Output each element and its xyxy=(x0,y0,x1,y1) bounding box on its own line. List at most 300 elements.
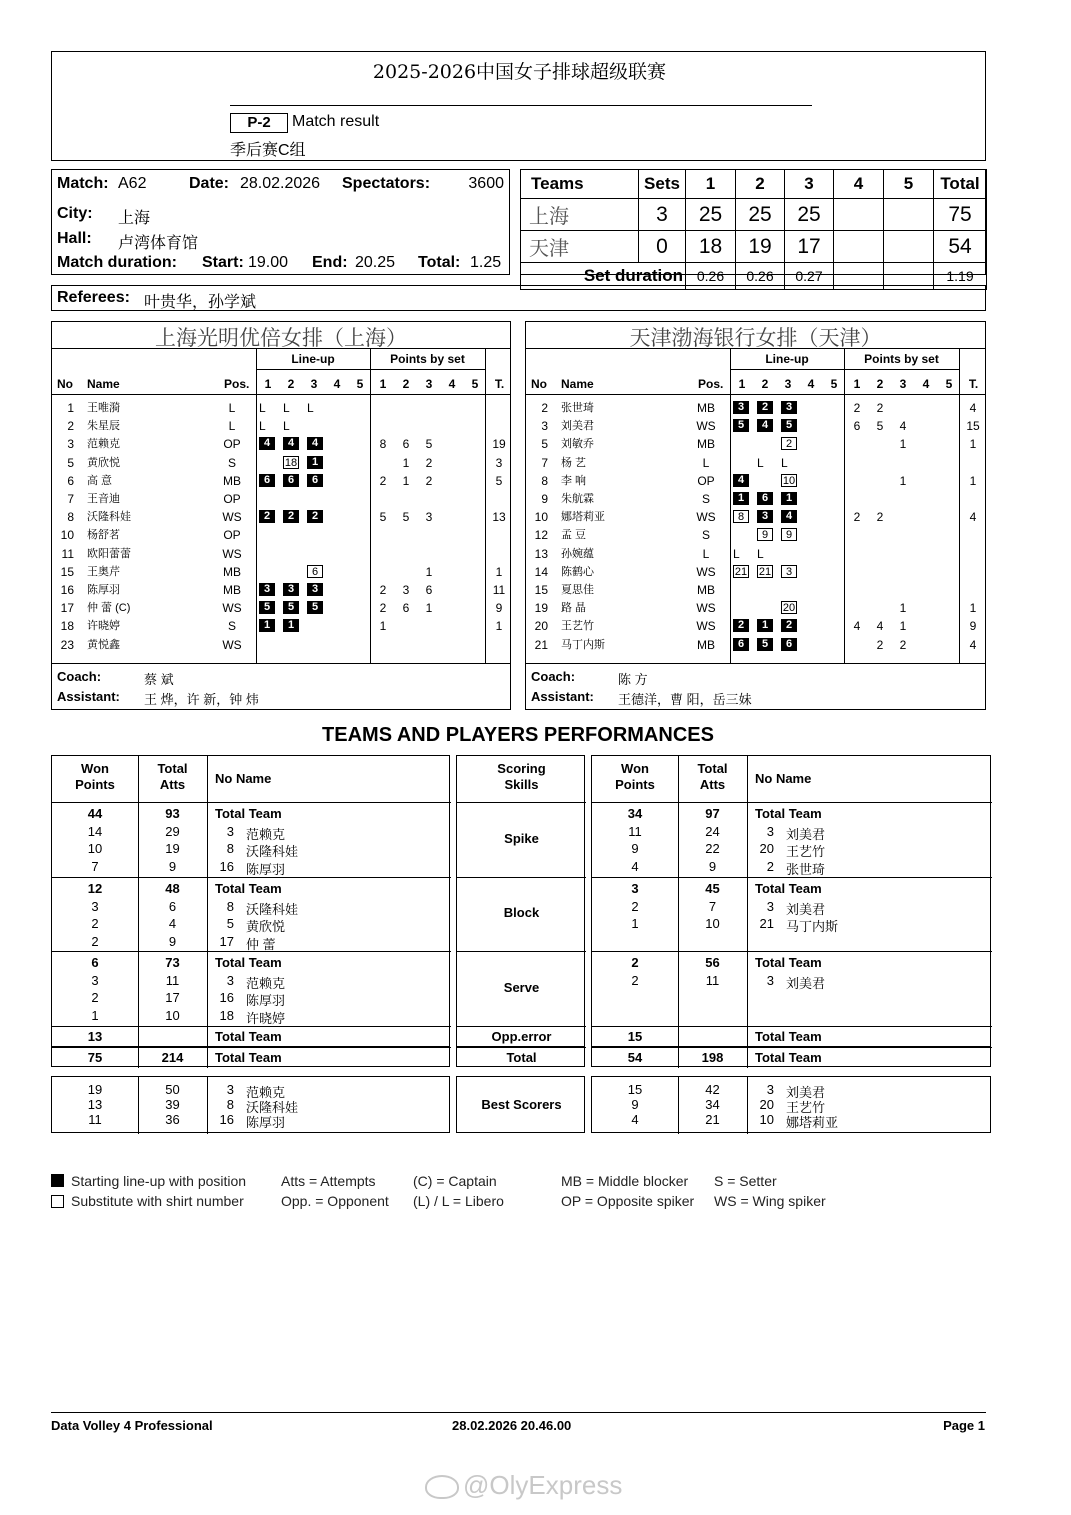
player-number: 8 xyxy=(226,898,234,914)
player-name: 孟 豆 xyxy=(561,529,587,542)
total-points: 75 xyxy=(87,1050,103,1065)
won-points: 2 xyxy=(91,933,99,949)
total-attempts: 10 xyxy=(705,916,720,931)
player-name: 沃隆科娃 xyxy=(87,511,131,524)
set-points: 5 xyxy=(402,510,410,525)
player-name: 沃隆科娃 xyxy=(246,1100,299,1115)
sets-header: Sets xyxy=(639,170,686,199)
setter-legend: S = Setter xyxy=(714,1173,777,1189)
player-number: 10 xyxy=(60,528,74,543)
lineup-start-position: 6 xyxy=(781,638,797,651)
lineup-substitute-number: 9 xyxy=(781,528,797,541)
lineup-substitute-number: 3 xyxy=(781,565,797,578)
referees-names: 叶贵华，孙学斌 xyxy=(144,294,257,311)
lineup-start-position: 3 xyxy=(259,583,275,596)
player-number: 3 xyxy=(226,823,234,839)
points-set-header: 3 xyxy=(899,377,907,391)
player-position: WS xyxy=(696,601,716,616)
player-name: 刘美君 xyxy=(786,1085,826,1100)
score-team-a-set1: 25 xyxy=(686,199,736,231)
total-atts-header: Total Atts xyxy=(697,761,728,792)
row-divider xyxy=(457,802,586,803)
player-name: 沃隆科娃 xyxy=(246,901,299,917)
won-points: 14 xyxy=(87,823,103,839)
player-name: 范赖克 xyxy=(246,826,286,842)
total-row-divider xyxy=(592,1046,990,1048)
footer-page: Page 1 xyxy=(943,1418,985,1433)
best-scorer-attempts: 50 xyxy=(165,1082,180,1097)
set-points: 2 xyxy=(876,637,884,652)
set2-duration: 0.26 xyxy=(736,263,785,290)
player-number: 2 xyxy=(766,858,774,874)
best-scorers-label-box xyxy=(456,1076,585,1133)
total-team-label: Total Team xyxy=(755,881,822,896)
won-points: 2 xyxy=(91,916,99,931)
player-name: 陈厚羽 xyxy=(87,584,120,596)
total-set-duration: 1.19 xyxy=(934,263,987,290)
player-number: 9 xyxy=(541,492,548,506)
player-total-points: 1 xyxy=(969,473,977,488)
player-name: 黄欣悦 xyxy=(246,919,286,934)
best-scorer-points: 4 xyxy=(631,1112,639,1127)
set-points: 2 xyxy=(899,637,907,652)
lineup-set-header: 4 xyxy=(807,377,815,391)
set-points: 6 xyxy=(402,437,410,452)
lineup-substitute-number: 20 xyxy=(782,602,796,615)
assistant-names: 王 烨，许 新，钟 炜 xyxy=(144,692,259,707)
starting-legend-swatch xyxy=(51,1174,64,1187)
set-points: 1 xyxy=(379,619,387,634)
assistant-label: Assistant: xyxy=(531,689,594,704)
player-number: 15 xyxy=(534,583,548,597)
player-number: 3 xyxy=(541,419,548,434)
team-name: 天津渤海银行女排（天津） xyxy=(629,326,882,350)
player-number: 7 xyxy=(541,455,548,470)
best-scorers-label: Best Scorers xyxy=(481,1097,562,1112)
points-set-header: 1 xyxy=(853,377,861,391)
set-points: 2 xyxy=(876,510,884,525)
lineup-libero: L xyxy=(283,401,290,415)
won-points-header: Won Points xyxy=(615,761,655,792)
player-name: 刘美君 xyxy=(561,420,594,433)
total-duration-value: 1.25 xyxy=(470,254,502,271)
row-divider xyxy=(592,951,992,952)
player-number: 15 xyxy=(60,564,74,579)
lineup-start-position: 3 xyxy=(733,401,749,414)
player-name: 娜塔莉亚 xyxy=(786,1115,839,1130)
lineup-start-position: 4 xyxy=(757,419,773,432)
player-total-points: 1 xyxy=(495,564,503,579)
won-points: 3 xyxy=(91,972,99,988)
best-scorer-attempts: 39 xyxy=(165,1097,180,1112)
player-name: 夏思佳 xyxy=(561,584,594,596)
match-label: Match: xyxy=(57,175,109,192)
lineup-start-position: 3 xyxy=(757,510,773,523)
player-name: 马丁内斯 xyxy=(786,919,839,934)
player-name: 朱航霖 xyxy=(561,493,594,505)
best-scorer-points: 15 xyxy=(627,1082,643,1097)
score-team-b-total: 54 xyxy=(934,231,987,263)
skill-label-serve: Serve xyxy=(503,979,540,995)
lineup-start-position: 2 xyxy=(307,510,323,523)
footer-divider xyxy=(51,1412,986,1413)
best-scorer-points: 13 xyxy=(87,1097,103,1112)
footer-software: Data Volley 4 Professional xyxy=(51,1418,213,1433)
lineup-start-position: 4 xyxy=(781,510,797,523)
no-column-header: No xyxy=(57,377,73,391)
player-name: 马丁内斯 xyxy=(561,638,605,651)
duration-label: Match duration: xyxy=(57,254,177,271)
player-position: WS xyxy=(222,546,242,561)
lineup-start-position: 5 xyxy=(757,638,773,651)
player-number: 3 xyxy=(766,898,774,914)
total-attempts: 29 xyxy=(165,823,180,839)
player-number: 21 xyxy=(759,916,774,931)
lineup-substitute-number: 21 xyxy=(758,565,772,578)
set-points: 1 xyxy=(899,437,907,452)
player-position: WS xyxy=(222,637,242,652)
lineup-substitute-number: 21 xyxy=(734,565,748,578)
total-attempts: 11 xyxy=(705,972,720,988)
player-total-points: 1 xyxy=(969,437,977,452)
opp-error-points: 15 xyxy=(627,1029,643,1044)
lineup-libero: L xyxy=(259,401,266,415)
atts-legend: Atts = Attempts xyxy=(281,1173,376,1189)
set-points: 1 xyxy=(899,473,907,488)
team-name: 上海光明优倍女排（上海） xyxy=(155,326,407,350)
set-points: 4 xyxy=(853,619,861,634)
won-points: 4 xyxy=(631,858,639,874)
date-label: Date: xyxy=(189,175,230,192)
city-value: 上海 xyxy=(118,210,151,227)
player-position: S xyxy=(701,528,710,543)
set-points: 2 xyxy=(853,510,861,525)
end-value: 20.25 xyxy=(355,254,396,271)
team-a-performance-table xyxy=(51,755,450,1067)
player-name: 杨 艺 xyxy=(561,456,587,469)
set-points: 2 xyxy=(425,455,433,470)
player-total-points: 1 xyxy=(969,601,977,616)
score-team-a-sets: 3 xyxy=(639,199,686,231)
player-position: S xyxy=(227,455,236,470)
player-number: 16 xyxy=(60,583,74,597)
player-name: 黄欣悦 xyxy=(87,456,120,469)
player-number: 5 xyxy=(541,437,548,452)
set5-header: 5 xyxy=(884,170,934,199)
player-number: 3 xyxy=(766,1082,774,1097)
total-points: 54 xyxy=(627,1050,643,1065)
set2-header: 2 xyxy=(736,170,785,199)
player-name: 范赖克 xyxy=(246,975,286,991)
lineup-set-header: 1 xyxy=(264,377,272,391)
score-team-b-name: 天津 xyxy=(521,231,639,263)
won-points: 2 xyxy=(631,898,639,914)
best-scorer-attempts: 21 xyxy=(705,1112,720,1127)
player-position: OP xyxy=(697,473,715,488)
total-team-label: Total Team xyxy=(215,881,282,896)
team-a-best-scorers xyxy=(51,1076,450,1133)
lineup-substitute-number: 8 xyxy=(733,510,749,523)
player-number: 8 xyxy=(226,1097,234,1112)
won-points: 34 xyxy=(627,806,643,821)
total-attempts: 11 xyxy=(165,972,180,988)
scoring-skills-column xyxy=(456,755,585,1067)
player-number: 16 xyxy=(219,990,234,1005)
start-label: Start: xyxy=(202,254,244,271)
lineup-start-position: 6 xyxy=(259,474,275,487)
set3-header: 3 xyxy=(785,170,834,199)
score-team-b-set3: 17 xyxy=(785,231,834,263)
player-position: WS xyxy=(696,619,716,634)
player-name: 陈厚羽 xyxy=(246,1115,286,1130)
total-team-label: Total Team xyxy=(755,1050,822,1065)
lineup-libero: L xyxy=(757,546,764,561)
total-attempts: 24 xyxy=(705,823,720,839)
total-attempts: 19 xyxy=(165,841,180,856)
score-team-b-set2: 19 xyxy=(736,231,785,263)
player-position: MB xyxy=(223,583,241,597)
no-name-header: No Name xyxy=(755,771,812,786)
player-name: 范赖克 xyxy=(87,438,120,451)
total-team-label: Total Team xyxy=(215,1029,282,1044)
player-name: 陈厚羽 xyxy=(246,993,286,1008)
player-name: 黄悦鑫 xyxy=(87,638,120,651)
player-total-points: 5 xyxy=(495,473,503,488)
player-name: 欧阳蕾蕾 xyxy=(87,547,131,560)
set-points: 2 xyxy=(876,401,884,415)
total-row-divider xyxy=(457,1046,584,1048)
score-team-a-set3: 25 xyxy=(785,199,834,231)
player-name: 李 响 xyxy=(561,474,587,487)
lineup-set-header: 1 xyxy=(738,377,746,391)
player-position: WS xyxy=(222,601,242,616)
player-total-points: 9 xyxy=(969,619,977,634)
player-number: 5 xyxy=(67,455,74,470)
captain-legend: (C) = Captain xyxy=(413,1173,497,1189)
score-team-a-set2: 25 xyxy=(736,199,785,231)
player-position: MB xyxy=(223,473,241,488)
player-name: 许晓婷 xyxy=(246,1010,286,1026)
column-divider xyxy=(207,1077,208,1134)
row-divider xyxy=(592,802,992,803)
player-number: 20 xyxy=(759,1097,774,1112)
player-name: 王艺竹 xyxy=(786,844,826,859)
player-position: OP xyxy=(223,528,241,543)
best-scorer-attempts: 42 xyxy=(705,1082,720,1097)
lineup-set-header: 4 xyxy=(333,377,341,391)
player-total-points: 4 xyxy=(969,401,977,415)
player-name: 刘美君 xyxy=(786,901,826,917)
lineup-libero: L xyxy=(757,455,764,470)
player-total-points: 1 xyxy=(495,619,503,634)
coach-label: Coach: xyxy=(57,669,102,684)
row-divider xyxy=(457,1026,586,1027)
player-total-points: 11 xyxy=(492,583,506,597)
lineup-substitute-number: 18 xyxy=(284,456,298,469)
total-team-label: Total Team xyxy=(755,806,822,821)
set-points: 5 xyxy=(379,510,387,525)
team-b-performance-table xyxy=(591,755,991,1067)
best-scorer-attempts: 34 xyxy=(705,1097,720,1112)
score-team-b-sets: 0 xyxy=(639,231,686,263)
set-points: 1 xyxy=(402,455,410,470)
lineup-set-header: 2 xyxy=(287,377,295,391)
no-name-header: No Name xyxy=(215,771,272,786)
lineup-start-position: 4 xyxy=(733,474,749,487)
player-number: 5 xyxy=(226,916,234,931)
pos-column-header: Pos. xyxy=(698,377,724,391)
lineup-set-header: 3 xyxy=(784,377,792,391)
player-name: 刘美君 xyxy=(786,975,826,991)
teams-header: Teams xyxy=(521,170,639,199)
pos-column-header: Pos. xyxy=(224,377,250,391)
player-name: 王唯漪 xyxy=(87,402,120,414)
total-attempts: 9 xyxy=(708,858,717,874)
won-points: 12 xyxy=(87,881,103,896)
player-number: 6 xyxy=(67,473,74,488)
player-total-points: 13 xyxy=(492,510,506,525)
set-points: 3 xyxy=(425,510,433,525)
lineup-start-position: 5 xyxy=(283,601,299,614)
lineup-start-position: 2 xyxy=(781,619,797,632)
lineup-start-position: 5 xyxy=(781,419,797,432)
op-legend: OP = Opposite spiker xyxy=(561,1193,695,1209)
total-attempts: 198 xyxy=(701,1050,724,1065)
total-attempts: 45 xyxy=(705,881,720,896)
row-divider xyxy=(592,1026,992,1027)
won-points: 11 xyxy=(628,823,642,839)
player-position: MB xyxy=(697,583,715,597)
points-set-header: 2 xyxy=(876,377,884,391)
coach-name: 陈 方 xyxy=(618,672,648,687)
player-position: MB xyxy=(223,564,241,579)
set-points: 2 xyxy=(853,401,861,415)
total-header: Total xyxy=(934,170,987,199)
points-set-header: 1 xyxy=(379,377,387,391)
player-position: S xyxy=(701,492,710,506)
player-number: 3 xyxy=(226,1082,234,1097)
player-number: 3 xyxy=(67,437,74,452)
player-number: 7 xyxy=(67,492,74,506)
player-position: WS xyxy=(696,510,716,525)
won-points: 3 xyxy=(91,898,99,914)
total-points-header: T. xyxy=(494,377,505,391)
total-attempts: 9 xyxy=(168,858,177,874)
lineup-libero: L xyxy=(259,419,266,434)
ws-legend: WS = Wing spiker xyxy=(714,1193,826,1209)
lineup-start-position: 1 xyxy=(781,492,797,505)
total-attempts: 97 xyxy=(705,806,720,821)
player-name: 高 意 xyxy=(87,474,113,487)
total-attempts: 22 xyxy=(705,841,720,856)
lineup-libero: L xyxy=(307,401,314,415)
set-points: 1 xyxy=(425,601,433,616)
player-position: WS xyxy=(222,510,242,525)
skill-label-spike: Spike xyxy=(504,830,539,846)
lineup-start-position: 1 xyxy=(283,619,299,632)
player-total-points: 4 xyxy=(969,637,977,652)
best-scorer-points: 9 xyxy=(631,1097,639,1112)
player-name: 张世琦 xyxy=(786,861,826,877)
player-position: WS xyxy=(696,564,716,579)
player-number: 20 xyxy=(534,619,548,634)
player-position: L xyxy=(702,455,710,470)
player-number: 19 xyxy=(534,601,548,616)
total-attempts: 7 xyxy=(708,898,717,914)
lineup-start-position: 2 xyxy=(733,619,749,632)
set-points: 3 xyxy=(402,583,410,597)
lineup-start-position: 1 xyxy=(733,492,749,505)
lineup-set-header: 5 xyxy=(356,377,364,391)
points-set-header: 4 xyxy=(448,377,456,391)
set-points: 2 xyxy=(379,583,387,597)
row-divider xyxy=(52,802,451,803)
lineup-substitute-number: 9 xyxy=(757,528,773,541)
competition-title: 2025-2026中国女子排球超级联赛 xyxy=(372,61,667,83)
total-attempts: 56 xyxy=(705,955,720,970)
player-name: 刘敏乔 xyxy=(561,438,594,451)
coach-label: Coach: xyxy=(531,669,576,684)
spectators-value: 3600 xyxy=(468,175,504,192)
lineup-set-header: 3 xyxy=(310,377,318,391)
player-number: 14 xyxy=(534,564,548,579)
skill-label-block: Block xyxy=(503,905,540,920)
lineup-start-position: 5 xyxy=(733,419,749,432)
lineup-start-position: 1 xyxy=(259,619,275,632)
lineup-libero: L xyxy=(781,455,788,470)
won-points: 7 xyxy=(91,858,99,874)
score-team-a-total: 75 xyxy=(934,199,987,231)
set-points: 1 xyxy=(899,601,907,616)
lineup-start-position: 4 xyxy=(259,437,275,450)
row-divider xyxy=(457,877,586,878)
lineup-libero: L xyxy=(733,546,740,561)
total-team-label: Total Team xyxy=(215,806,282,821)
player-number: 17 xyxy=(60,601,74,616)
match-no: A62 xyxy=(118,175,147,192)
no-column-header: No xyxy=(531,377,547,391)
player-number: 3 xyxy=(766,823,774,839)
player-name: 刘美君 xyxy=(786,826,826,842)
set3-duration: 0.27 xyxy=(785,263,834,290)
player-name: 仲 蕾 (C) xyxy=(87,602,131,615)
player-name: 孙婉蕴 xyxy=(561,547,594,560)
won-points: 1 xyxy=(631,916,639,931)
scoring-skills-header: Scoring Skills xyxy=(497,761,546,792)
end-label: End: xyxy=(312,254,348,271)
points-set-header: 5 xyxy=(945,377,953,391)
player-position: MB xyxy=(697,401,715,415)
lineup-substitute-number: 6 xyxy=(307,565,323,578)
won-points: 6 xyxy=(91,955,99,970)
set-points: 6 xyxy=(853,419,861,434)
player-number: 11 xyxy=(61,546,74,561)
hall-label: Hall: xyxy=(57,230,92,247)
player-name: 张世琦 xyxy=(561,402,594,414)
weibo-icon xyxy=(425,1475,459,1499)
lineup-set-header: 2 xyxy=(761,377,769,391)
starting-legend-text: Starting line-up with position xyxy=(71,1173,247,1189)
won-points: 9 xyxy=(631,841,639,856)
set-points: 4 xyxy=(876,619,884,634)
total-attempts: 9 xyxy=(168,933,177,949)
total-team-label: Total Team xyxy=(755,955,822,970)
mb-legend: MB = Middle blocker xyxy=(561,1173,689,1189)
player-position: OP xyxy=(223,437,241,452)
total-atts-header: Total Atts xyxy=(157,761,188,792)
set-points: 8 xyxy=(379,437,387,452)
player-name: 陈鹤心 xyxy=(561,565,594,578)
